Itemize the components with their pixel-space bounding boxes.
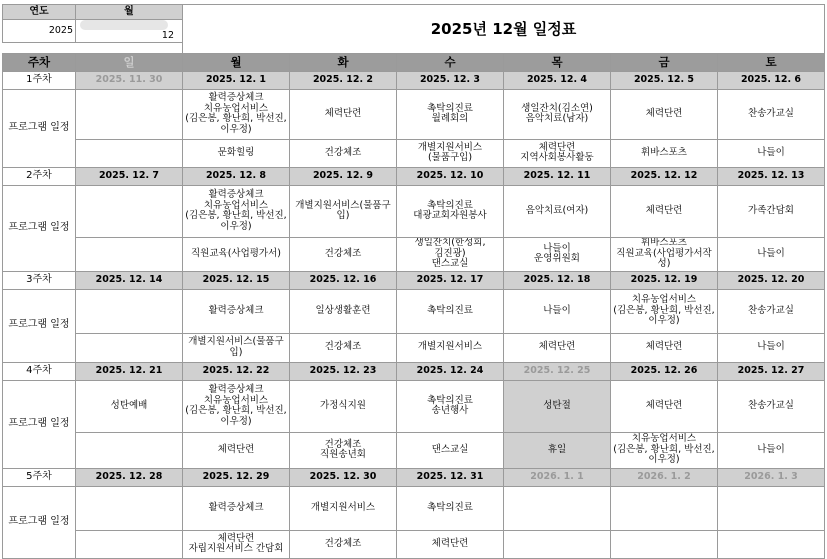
- schedule-cell-fri-pm[interactable]: 체력단련: [611, 333, 718, 362]
- schedule-cell-thu-am[interactable]: 성탄절: [504, 380, 611, 432]
- date-cell-tue: 2025. 12. 9: [290, 167, 397, 185]
- col-tuesday-header: 화: [290, 53, 397, 71]
- date-cell-sat: 2026. 1. 3: [718, 468, 825, 486]
- schedule-cell-mon-pm[interactable]: 체력단련: [183, 432, 290, 468]
- week-label: 1주차: [3, 71, 76, 89]
- week-pm-row: [3, 237, 825, 271]
- schedule-cell-tue-pm[interactable]: 건강체조 직원송년회: [290, 432, 397, 468]
- week-am-row: [3, 380, 825, 432]
- date-cell-thu: 2025. 12. 11: [504, 167, 611, 185]
- week-am-row: [3, 89, 825, 139]
- schedule-cell-wed-am[interactable]: 촉탁의진료 송년행사: [397, 380, 504, 432]
- schedule-cell-fri-am[interactable]: 체력단련: [611, 380, 718, 432]
- header-spacer: [3, 42, 183, 53]
- col-sunday-header: 일: [76, 53, 183, 71]
- schedule-cell-tue-pm[interactable]: 건강체조: [290, 530, 397, 558]
- date-cell-thu: 2025. 12. 25: [504, 362, 611, 380]
- schedule-cell-sat-am[interactable]: [718, 486, 825, 530]
- schedule-cell-thu-pm[interactable]: 휴일: [504, 432, 611, 468]
- month-value: 12: [161, 30, 174, 41]
- schedule-cell-sun-am[interactable]: 성탄예배: [76, 380, 183, 432]
- date-cell-tue: 2025. 12. 2: [290, 71, 397, 89]
- date-cell-sat: 2025. 12. 6: [718, 71, 825, 89]
- schedule-cell-fri-pm[interactable]: 휘바스포츠: [611, 139, 718, 167]
- schedule-cell-mon-pm[interactable]: 체력단련 자립지원서비스 간담회: [183, 530, 290, 558]
- schedule-cell-sat-pm[interactable]: 나들이: [718, 432, 825, 468]
- col-monday-header: 월: [183, 53, 290, 71]
- schedule-cell-wed-pm[interactable]: 개별지원서비스 (물품구입): [397, 139, 504, 167]
- schedule-cell-mon-am[interactable]: 활력증상체크: [183, 289, 290, 333]
- week-date-row: [3, 271, 825, 289]
- week-label: 4주차: [3, 362, 76, 380]
- date-cell-fri: 2025. 12. 19: [611, 271, 718, 289]
- col-week-header: 주차: [3, 53, 76, 71]
- schedule-cell-wed-am[interactable]: 촉탁의진료: [397, 486, 504, 530]
- schedule-cell-thu-pm[interactable]: 나들이 운영위원회: [504, 237, 611, 271]
- schedule-cell-sun-am[interactable]: [76, 89, 183, 139]
- schedule-cell-tue-pm[interactable]: 건강체조: [290, 333, 397, 362]
- date-cell-fri: 2025. 12. 12: [611, 167, 718, 185]
- schedule-cell-tue-am[interactable]: 가정식지원: [290, 380, 397, 432]
- date-cell-sun: 2025. 12. 21: [76, 362, 183, 380]
- week-am-row: [3, 486, 825, 530]
- program-label: 프로그램 일정: [3, 289, 76, 362]
- date-cell-tue: 2025. 12. 16: [290, 271, 397, 289]
- schedule-cell-wed-pm[interactable]: 개별지원서비스: [397, 333, 504, 362]
- week-pm-row: [3, 333, 825, 362]
- date-cell-mon: 2025. 12. 1: [183, 71, 290, 89]
- date-cell-mon: 2025. 12. 8: [183, 167, 290, 185]
- program-label: 프로그램 일정: [3, 380, 76, 468]
- schedule-cell-thu-am[interactable]: 생일잔치(김소연) 음악치료(남자): [504, 89, 611, 139]
- schedule-cell-thu-am[interactable]: 음악치료(여자): [504, 185, 611, 237]
- schedule-cell-wed-pm[interactable]: 생일잔치(한성희, 김진광) 댄스교실: [397, 237, 504, 271]
- date-cell-fri: 2025. 12. 26: [611, 362, 718, 380]
- schedule-sheet: [2, 4, 825, 559]
- schedule-cell-fri-am[interactable]: 체력단련: [611, 89, 718, 139]
- schedule-cell-mon-pm[interactable]: 직원교육(사업평가서): [183, 237, 290, 271]
- date-cell-thu: 2026. 1. 1: [504, 468, 611, 486]
- date-cell-mon: 2025. 12. 22: [183, 362, 290, 380]
- date-cell-mon: 2025. 12. 15: [183, 271, 290, 289]
- week-pm-row: [3, 432, 825, 468]
- schedule-cell-sat-am[interactable]: 찬송가교실: [718, 89, 825, 139]
- schedule-cell-wed-pm[interactable]: 댄스교실: [397, 432, 504, 468]
- schedule-cell-wed-am[interactable]: 촉탁의진료: [397, 289, 504, 333]
- week-date-row: [3, 167, 825, 185]
- month-label: 월: [76, 5, 183, 20]
- schedule-cell-sun-am[interactable]: [76, 185, 183, 237]
- schedule-cell-mon-am[interactable]: 활력증상체크: [183, 486, 290, 530]
- schedule-cell-tue-pm[interactable]: 건강체조: [290, 139, 397, 167]
- schedule-cell-thu-am[interactable]: [504, 486, 611, 530]
- week-label: 2주차: [3, 167, 76, 185]
- date-cell-tue: 2025. 12. 30: [290, 468, 397, 486]
- date-cell-sun: 2025. 12. 28: [76, 468, 183, 486]
- schedule-cell-fri-pm[interactable]: [611, 530, 718, 558]
- year-value[interactable]: 2025: [3, 20, 76, 43]
- schedule-cell-thu-pm[interactable]: [504, 530, 611, 558]
- date-cell-thu: 2025. 12. 4: [504, 71, 611, 89]
- week-date-row: [3, 468, 825, 486]
- date-cell-sat: 2025. 12. 13: [718, 167, 825, 185]
- date-cell-wed: 2025. 12. 24: [397, 362, 504, 380]
- schedule-cell-mon-pm[interactable]: 문화힐링: [183, 139, 290, 167]
- schedule-cell-wed-pm[interactable]: 체력단련: [397, 530, 504, 558]
- schedule-cell-sat-pm[interactable]: 나들이: [718, 139, 825, 167]
- week-label: 3주차: [3, 271, 76, 289]
- date-cell-wed: 2025. 12. 10: [397, 167, 504, 185]
- schedule-table: [2, 4, 825, 559]
- page-title: 2025년 12월 일정표: [183, 5, 825, 54]
- schedule-cell-tue-am[interactable]: 개별지원서비스: [290, 486, 397, 530]
- date-cell-fri: 2026. 1. 2: [611, 468, 718, 486]
- schedule-cell-mon-pm[interactable]: 개별지원서비스(물품구 입): [183, 333, 290, 362]
- month-field[interactable]: [76, 20, 183, 43]
- schedule-cell-sun-pm[interactable]: [76, 530, 183, 558]
- schedule-cell-sat-pm[interactable]: 나들이: [718, 237, 825, 271]
- schedule-cell-tue-pm[interactable]: 건강체조: [290, 237, 397, 271]
- schedule-cell-fri-pm[interactable]: 휘바스포츠 직원교육(사업평가서작 성): [611, 237, 718, 271]
- schedule-cell-tue-am[interactable]: 체력단련: [290, 89, 397, 139]
- week-date-row: [3, 362, 825, 380]
- schedule-cell-sun-pm[interactable]: [76, 432, 183, 468]
- date-cell-sun: 2025. 12. 14: [76, 271, 183, 289]
- date-cell-sun: 2025. 11. 30: [76, 71, 183, 89]
- date-cell-fri: 2025. 12. 5: [611, 71, 718, 89]
- program-label: 프로그램 일정: [3, 486, 76, 558]
- schedule-cell-thu-pm[interactable]: 체력단련 지역사회봉사활동: [504, 139, 611, 167]
- schedule-cell-fri-am[interactable]: 치유농업서비스 (김은봉, 황난희, 박선진, 이우정): [611, 289, 718, 333]
- date-cell-tue: 2025. 12. 23: [290, 362, 397, 380]
- program-label: 프로그램 일정: [3, 89, 76, 167]
- week-pm-row: [3, 139, 825, 167]
- week-date-row: [3, 71, 825, 89]
- date-cell-wed: 2025. 12. 3: [397, 71, 504, 89]
- program-label: 프로그램 일정: [3, 185, 76, 271]
- schedule-cell-sat-am[interactable]: 찬송가교실: [718, 380, 825, 432]
- schedule-cell-mon-am[interactable]: 활력증상체크 치유농업서비스 (김은봉, 황난희, 박선진, 이우정): [183, 380, 290, 432]
- schedule-cell-fri-am[interactable]: [611, 486, 718, 530]
- schedule-cell-tue-am[interactable]: 개별지원서비스(물품구 입): [290, 185, 397, 237]
- schedule-cell-thu-pm[interactable]: 체력단련: [504, 333, 611, 362]
- schedule-cell-sat-pm[interactable]: [718, 530, 825, 558]
- date-cell-wed: 2025. 12. 31: [397, 468, 504, 486]
- date-cell-mon: 2025. 12. 29: [183, 468, 290, 486]
- date-cell-sat: 2025. 12. 20: [718, 271, 825, 289]
- date-cell-thu: 2025. 12. 18: [504, 271, 611, 289]
- schedule-cell-sat-am[interactable]: 가족간담회: [718, 185, 825, 237]
- col-wednesday-header: 수: [397, 53, 504, 71]
- month-dropdown-pill[interactable]: [80, 20, 168, 30]
- col-saturday-header: 토: [718, 53, 825, 71]
- week-pm-row: [3, 530, 825, 558]
- schedule-cell-wed-am[interactable]: 촉탁의진료 대광교회자원봉사: [397, 185, 504, 237]
- schedule-cell-sat-pm[interactable]: 나들이: [718, 333, 825, 362]
- schedule-cell-sun-pm[interactable]: [76, 333, 183, 362]
- schedule-cell-wed-am[interactable]: 촉탁의진료 월례회의: [397, 89, 504, 139]
- schedule-cell-thu-am[interactable]: 나들이: [504, 289, 611, 333]
- week-am-row: [3, 289, 825, 333]
- date-cell-wed: 2025. 12. 17: [397, 271, 504, 289]
- schedule-cell-fri-pm[interactable]: 치유농업서비스 (김은봉, 황난희, 박선진, 이우정): [611, 432, 718, 468]
- col-friday-header: 금: [611, 53, 718, 71]
- date-cell-sat: 2025. 12. 27: [718, 362, 825, 380]
- schedule-cell-sat-am[interactable]: 찬송가교실: [718, 289, 825, 333]
- year-label: 연도: [3, 5, 76, 20]
- week-am-row: [3, 185, 825, 237]
- schedule-cell-mon-am[interactable]: 활력증상체크 치유농업서비스 (김은봉, 황난희, 박선진, 이우정): [183, 89, 290, 139]
- schedule-cell-tue-am[interactable]: 일상생활훈련: [290, 289, 397, 333]
- schedule-cell-sun-pm[interactable]: [76, 237, 183, 271]
- schedule-cell-fri-am[interactable]: 체력단련: [611, 185, 718, 237]
- week-label: 5주차: [3, 468, 76, 486]
- schedule-cell-mon-am[interactable]: 활력증상체크 치유농업서비스 (김은봉, 황난희, 박선진, 이우정): [183, 185, 290, 237]
- schedule-cell-sun-am[interactable]: [76, 289, 183, 333]
- schedule-cell-sun-am[interactable]: [76, 486, 183, 530]
- col-thursday-header: 목: [504, 53, 611, 71]
- schedule-cell-sun-pm[interactable]: [76, 139, 183, 167]
- date-cell-sun: 2025. 12. 7: [76, 167, 183, 185]
